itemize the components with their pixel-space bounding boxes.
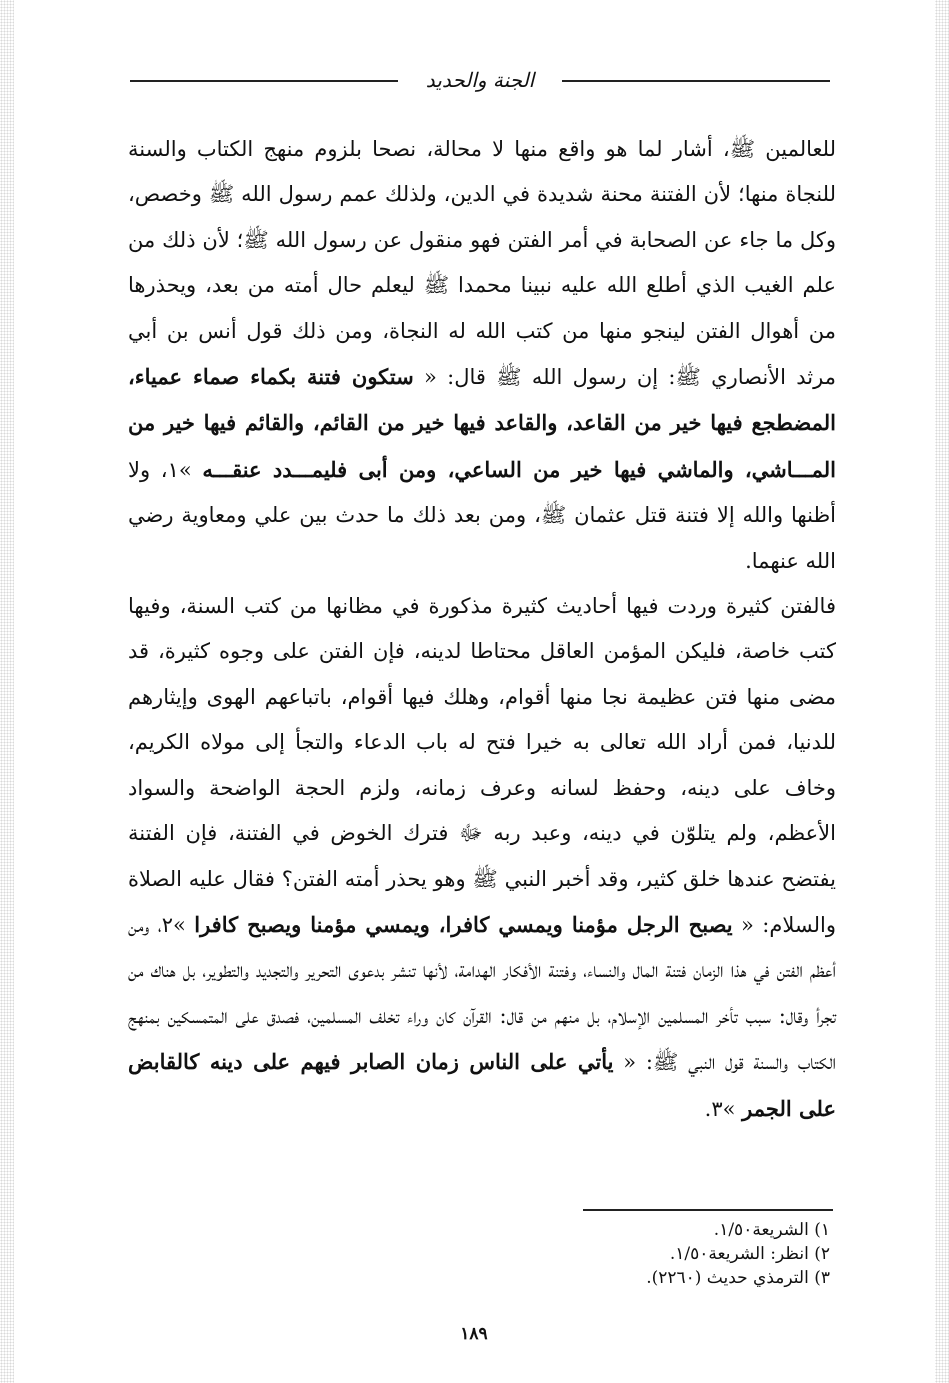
header-logo: الجنة والحديد: [425, 68, 535, 92]
footnotes: [430, 1218, 830, 1290]
paragraph-1-text-a: للعالمين ﷺ، أشار لما هو واقع منها لا محالة، نصحا بلزوم منهج الكتاب والسنة للنجاة منها؛ لأن الفتنة محنة شديدة في الدين، ولذلك عمم رسول الله ﷺ وخصص، وكل ما جاء عن الصحابة في أمر الفتن فهو منقول عن رسول الله ﷺ؛ لأن ذلك من علم الغيب الذي أطلع الله عليه نبينا محمدا ﷺ ليعلم حال أمته من بعد، ويحذرها من أهوال الفتن لينجو منها من كتب الله له النجاة، ومن ذلك قول أنس بن أبي مرثد الأنصاري ﷺ: إن رسول الله ﷺ قال: «: [128, 137, 836, 390]
hadith-quote-3: يأتي على الناس زمان الصابر فيهم على دينه كالقابض على الجمر: [128, 1049, 836, 1121]
footnote-3: ٣) الترمذي حديث (٢٢٦٠).: [646, 1268, 830, 1288]
paragraph-1: [128, 127, 836, 584]
header-rule-left: [130, 80, 398, 82]
paragraph-2-text-a: فالفتن كثيرة وردت فيها أحاديث كثيرة مذكورة في مظانها من كتب السنة، وفيها كتب خاصة، فليكن المؤمن العاقل محتاطا لدينه، فإن الفتن على وجوه كثيرة، قد مضى منها فتن عظيمة نجا منها أقوام، وهلك فيها أقوام، باتباعهم الهوى وإيثارهم للدنيا، فمن أراد الله تعالى به خيرا فتح له باب الدعاء والتجأ إلى مولاه الكريم، وخاف على دينه، وحفظ لسانه وعرف زمانه، ولزم الحجة الواضحة والسواد الأعظم، ولم يتلوّن في دينه، وعبد ربه ﷻ فترك الخوض في الفتنة، فإن الفتنة يفتضح عندها خلق كثير، وقد أخبر النبي ﷺ وهو يحذر أمته الفتن؟ فقال عليه الصلاة والسلام: «: [128, 594, 836, 937]
page-header: [130, 60, 830, 100]
paragraph-2: [128, 584, 836, 1132]
scan-edge-left: [0, 0, 14, 1383]
page-number: ١٨٩: [460, 1324, 488, 1344]
main-text: [128, 127, 836, 1132]
footnote-2: ٢) انظر: الشريعة١/٥٠.: [669, 1244, 830, 1264]
hadith-quote-2: يصبح الرجل مؤمنا ويمسي كافرا، ويمسي مؤمنا ويصبح كافرا: [194, 911, 733, 937]
scan-edge-right: [935, 0, 949, 1383]
paragraph-2-text-b: »٢، ومن أعظم الفتن في هذا الزمان فتنة المال والنساء، وفتنة الأفكار الهدامة، لأنها تنشر بدعوى التحرير والتجديد والتطوير، بل هناك من تجرأ وقال: سبب تأخر المسلمين الإسلام، بل منهم من قال: القرآن كان وراء تخلف المسلمين، فصدق على المتمسكين بمنهج الكتاب والسنة قول النبي ﷺ: «: [128, 912, 836, 1075]
footnote-rule: [583, 1209, 833, 1211]
hadith-quote-1: ستكون فتنة بكماء صماء عمياء، المضطجع فيها خير من القاعد، والقاعد فيها خير من القائم، والقائم فيها خير من المـــاشي، والماشي فيها خير من الساعي، ومن أبى فليمـــدد عنقـــه: [128, 364, 836, 482]
footnote-1: ١) الشريعة١/٥٠.: [713, 1220, 830, 1240]
paragraph-2-text-c: »٣.: [704, 1096, 743, 1121]
paragraph-1-text-b: »١، ولا أظنها والله إلا فتنة قتل عثمان ﷺ، ومن بعد ذلك ما حدث بين علي ومعاوية رضي الله عنهما.: [128, 457, 836, 573]
header-rule-right: [562, 80, 830, 82]
